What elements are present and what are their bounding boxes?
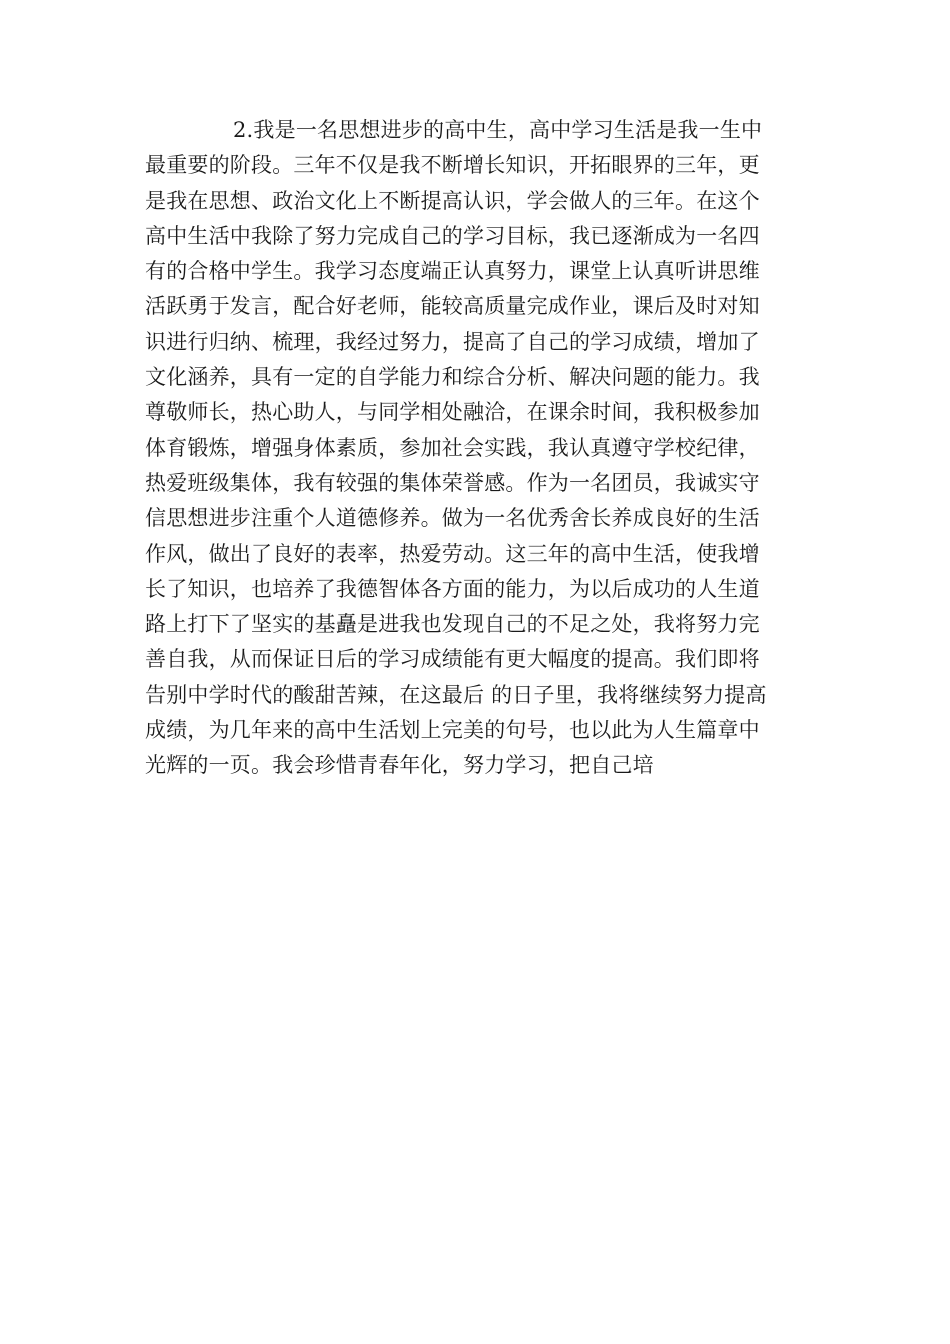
paragraph-line: 最重要的阶段。三年不仅是我不断增长知识，开拓眼界的三年，更 [145,153,760,178]
paragraph-line: 尊敬师长，热心助人，与同学相处融洽，在课余时间，我积极参加 [145,400,760,425]
paragraph-line: 路上打下了坚实的基矗是进我也发现自己的不足之处，我将努力完 [145,612,760,637]
paragraph-line: 2.我是一名思想进步的高中生，高中学习生活是我一生中 [233,118,763,142]
paragraph-line: 有的合格中学生。我学习态度端正认真努力，课堂上认真听讲思维 [145,259,760,284]
paragraph-line: 告别中学时代的酸甜苦辣，在这最后 的日子里，我将继续努力提高 [145,682,767,707]
paragraph-line: 识进行归纳、梳理，我经过努力，提高了自己的学习成绩，增加了 [145,329,760,354]
paragraph-line: 善自我，从而保证日后的学习成绩能有更大幅度的提高。我们即将 [145,647,760,672]
paragraph-line: 信思想进步注重个人道德修养。做为一名优秀舍长养成良好的生活 [145,506,760,531]
paragraph-line: 文化涵养，具有一定的自学能力和综合分析、解决问题的能力。我 [145,365,760,390]
paragraph-line: 是我在思想、政治文化上不断提高认识，学会做人的三年。在这个 [145,188,760,213]
paragraph-line: 高中生活中我除了努力完成自己的学习目标，我已逐渐成为一名四 [145,223,760,248]
paragraph-line: 热爱班级集体，我有较强的集体荣誉感。作为一名团员，我诚实守 [145,470,760,495]
paragraph-line: 成绩，为几年来的高中生活划上完美的句号，也以此为人生篇章中 [145,718,760,743]
paragraph-line: 作风，做出了良好的表率，热爱劳动。这三年的高中生活，使我增 [145,541,760,566]
paragraph-line: 体育锻炼，增强身体素质，参加社会实践，我认真遵守学校纪律， [145,435,760,460]
essay-paragraph [145,113,805,784]
paragraph-line: 光辉的一页。我会珍惜青春年化，努力学习，把自己培 [145,753,654,778]
paragraph-line: 长了知识，也培养了我德智体各方面的能力，为以后成功的人生道 [145,576,760,601]
paragraph-line: 活跃勇于发言，配合好老师，能较高质量完成作业，课后及时对知 [145,294,760,319]
